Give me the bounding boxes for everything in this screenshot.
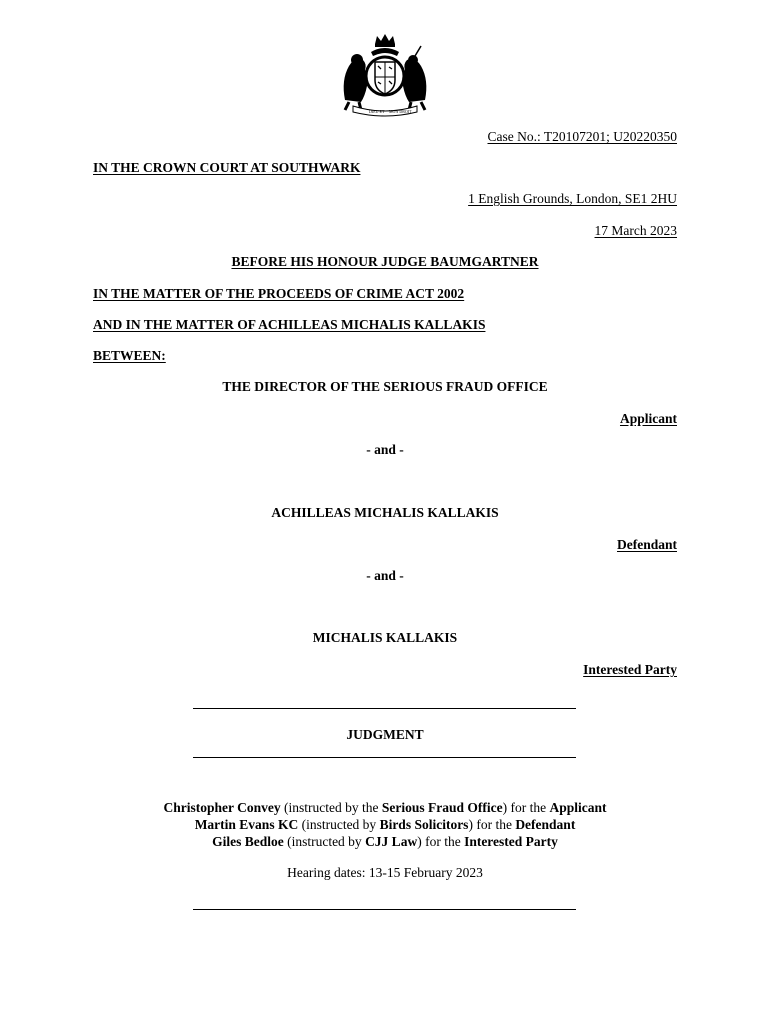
- court-address: 1 English Grounds, London, SE1 2HU: [468, 191, 677, 206]
- divider: [193, 757, 576, 758]
- svg-text:MON DROIT: MON DROIT: [389, 109, 412, 114]
- interested-party-role: Interested Party: [583, 662, 677, 677]
- counsel-line: Martin Evans KC (instructed by Birds Solicitors) for the Defendant: [194, 817, 576, 832]
- judgment-date: 17 March 2023: [594, 223, 677, 238]
- hearing-dates: Hearing dates: 13-15 February 2023: [287, 865, 483, 880]
- counsel-line: Giles Bedloe (instructed by CJJ Law) for the Interested Party: [212, 834, 558, 849]
- defendant-name: ACHILLEAS MICHALIS KALLAKIS: [271, 505, 499, 520]
- matter-heading-1: IN THE MATTER OF THE PROCEEDS OF CRIME ACT 2002: [93, 286, 465, 301]
- counsel-line: Christopher Convey (instructed by the Serious Fraud Office) for the Applicant: [163, 800, 607, 815]
- between-label: BETWEEN:: [93, 348, 166, 363]
- and-separator: - and -: [366, 442, 404, 457]
- judge-name: BEFORE HIS HONOUR JUDGE BAUMGARTNER: [231, 254, 539, 269]
- case-number: Case No.: T20107201; U20220350: [487, 129, 677, 144]
- interested-party-name: MICHALIS KALLAKIS: [312, 630, 458, 645]
- divider: [193, 909, 576, 910]
- court-name: IN THE CROWN COURT AT SOUTHWARK: [93, 160, 361, 175]
- applicant-role: Applicant: [619, 411, 677, 426]
- applicant-name: THE DIRECTOR OF THE SERIOUS FRAUD OFFICE: [222, 379, 548, 394]
- defendant-role: Defendant: [617, 537, 677, 552]
- divider: [193, 708, 576, 709]
- and-separator: - and -: [366, 568, 404, 583]
- royal-coat-of-arms-icon: [335, 30, 435, 118]
- judgment-title: JUDGMENT: [346, 727, 424, 742]
- matter-heading-2: AND IN THE MATTER OF ACHILLEAS MICHALIS KALLAKIS: [93, 317, 486, 332]
- svg-text:DIEU ET: DIEU ET: [369, 109, 385, 114]
